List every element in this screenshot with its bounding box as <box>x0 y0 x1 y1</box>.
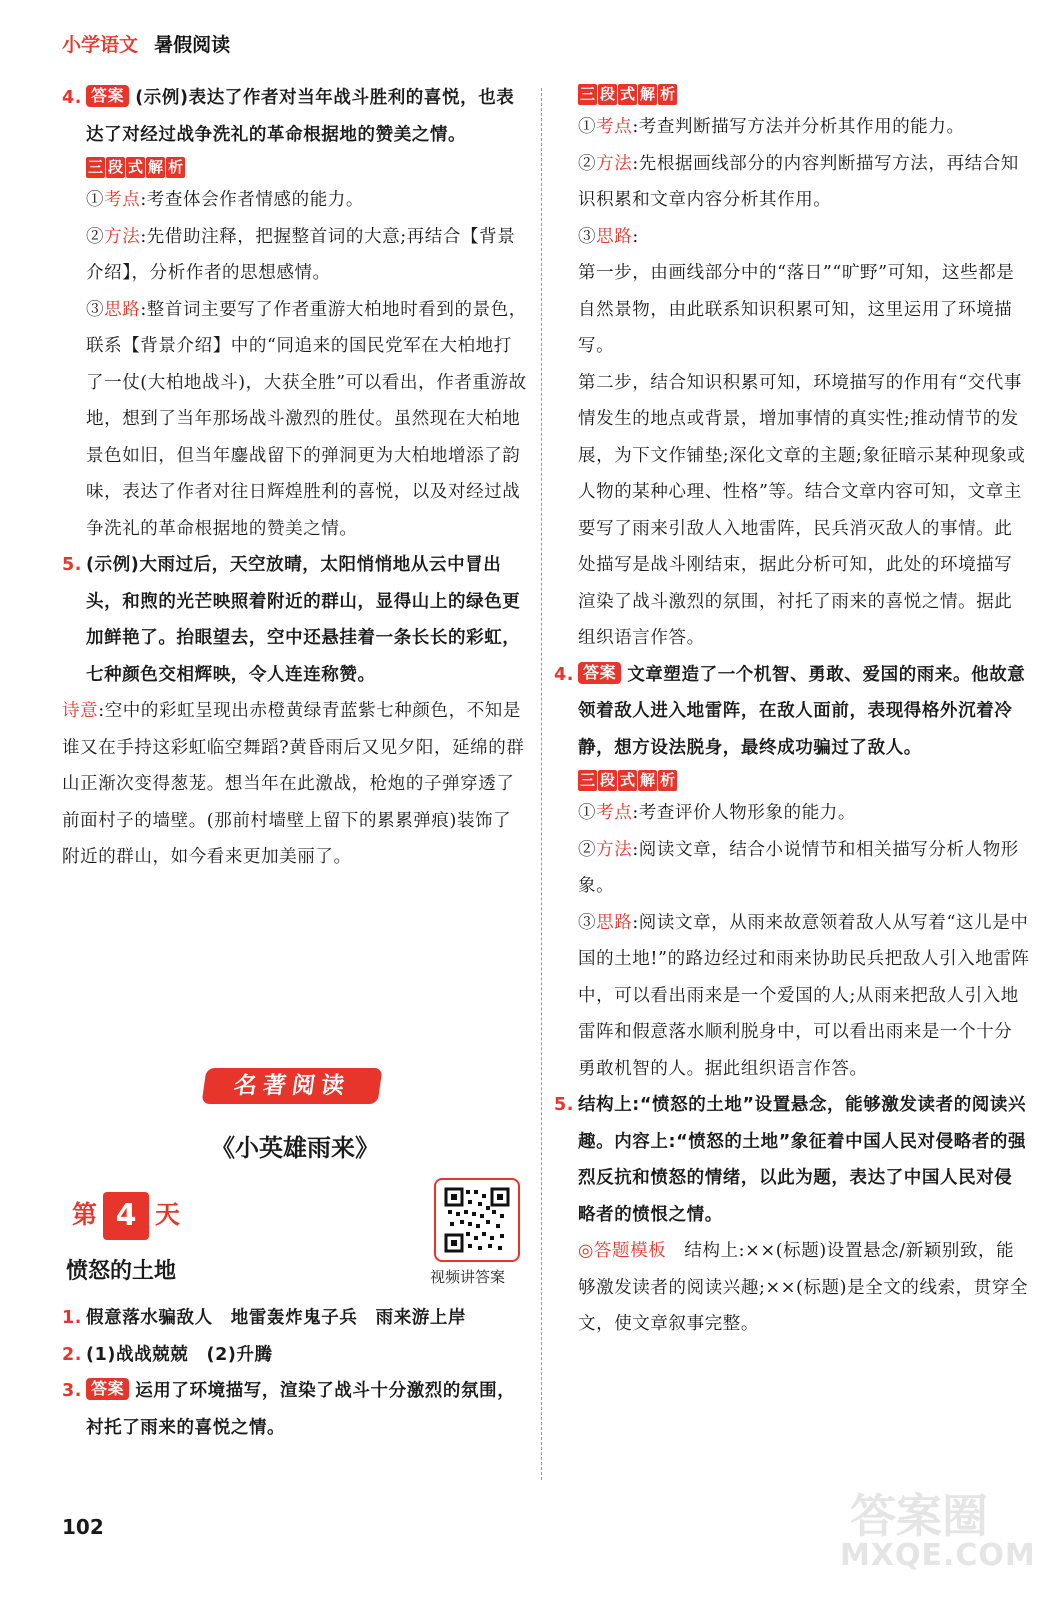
poem-meaning <box>62 693 528 876</box>
title-char: 式 <box>620 85 636 103</box>
analysis-method <box>578 146 1030 219</box>
method-text: :先借助注释，把握整首词的大意;再结合【背景介绍】，分析作者的思想感情。 <box>86 226 516 283</box>
watermark <box>840 1480 1036 1590</box>
watermark-line2: MXQE.COM <box>840 1538 1036 1573</box>
question-number: 4. <box>554 664 575 685</box>
question-number: 5. <box>554 1095 575 1115</box>
point-marker: ① <box>578 117 597 137</box>
idea-text: :整首词主要写了作者重游大柏地时看到的景色，联系【背景介绍】中的“同追来的国民党军在大柏地打了一仗(大柏地战斗)，大获全胜”可以看出，作者重游故地，想到了当年那场战斗激烈的胜仗。虽然现在大柏地景色如旧，但当年鏖战留下的弹洞更为大柏地增添了韵味，表达了作者对往日辉煌胜利的喜悦，以及对经过战争洗礼的革命根据地的赞美之情。 <box>86 299 527 539</box>
point-label: 考点 <box>104 190 141 210</box>
analysis-method <box>86 219 528 292</box>
title-char: 段 <box>600 85 616 103</box>
point-marker: ② <box>578 839 597 860</box>
point-marker: ① <box>86 190 105 210</box>
title-char: 解 <box>640 771 656 789</box>
point-marker: ③ <box>86 299 105 320</box>
page-number: 102 <box>62 1515 104 1539</box>
section-title: 愤怒的土地 <box>66 1258 177 1284</box>
analysis-title <box>578 84 678 105</box>
idea-label: 思路 <box>596 912 633 933</box>
day-number: 4 <box>103 1192 149 1240</box>
idea-text: : <box>632 226 639 247</box>
book-title: 《小英雄雨来》 <box>211 1134 379 1162</box>
point-label: 考点 <box>596 117 633 137</box>
template-text: 结构上:××(标题)设置悬念/新颖别致，能够激发读者的阅读兴趣;××(标题)是全文的线索，贯穿全文，使文章叙事完整。 <box>578 1241 1029 1334</box>
answer-text: 运用了环境描写，渲染了战斗十分激烈的氛围，衬托了雨来的喜悦之情。 <box>86 1381 516 1438</box>
point-marker: ③ <box>578 912 597 933</box>
point-text: :考查体会作者情感的能力。 <box>140 190 365 210</box>
question-number: 5. <box>62 555 83 575</box>
title-char: 解 <box>148 158 164 176</box>
analysis-method <box>578 832 1030 905</box>
title-char: 三 <box>88 158 104 176</box>
analysis-block <box>62 153 528 547</box>
analysis-title <box>578 770 678 791</box>
method-text: :阅读文章，结合小说情节和相关描写分析人物形象。 <box>578 839 1019 896</box>
method-label: 方法 <box>596 153 633 174</box>
method-label: 方法 <box>104 226 141 247</box>
title-char: 式 <box>620 771 636 789</box>
analysis-title <box>86 157 186 178</box>
point-marker: ② <box>578 153 597 174</box>
watermark-line1: 答案圈 <box>850 1489 988 1543</box>
right-column <box>554 80 1030 1343</box>
answer-text: 文章塑造了一个机智、勇敢、爱国的雨来。他故意领着敌人进入地雷阵，在敌人面前，表现得格外沉着冷静，想方设法脱身，最终成功骗过了敌人。 <box>578 664 1026 758</box>
question-number: 3. <box>62 1381 83 1401</box>
title-char: 三 <box>580 771 596 789</box>
analysis-point <box>86 182 528 219</box>
answer-5-right <box>554 1087 1030 1233</box>
answer-text: 假意落水骗敌人 地雷轰炸鬼子兵 雨来游上岸 <box>86 1308 467 1328</box>
title-char: 析 <box>660 771 676 789</box>
answer-5 <box>62 547 528 693</box>
point-marker: ② <box>86 226 105 247</box>
answer-tag: 答案 <box>86 85 129 107</box>
idea-step-1: 第一步，由画线部分中的“落日”“旷野”可知，这些都是自然景物，由此联系知识积累可知，这里运用了环境描写。 <box>578 263 1015 356</box>
analysis-idea <box>86 292 528 548</box>
idea-label: 思路 <box>104 299 141 320</box>
analysis-block <box>554 766 1030 1087</box>
analysis-idea <box>578 905 1030 1088</box>
method-text: :先根据画线部分的内容判断描写方法，再结合知识积累和文章内容分析其作用。 <box>578 153 1019 210</box>
page-header <box>62 30 230 57</box>
template-label: ◎答题模板 <box>578 1241 667 1261</box>
title-char: 析 <box>168 158 184 176</box>
idea-text: :阅读文章，从雨来故意领着敌人从写着“这儿是中国的土地!”的路边经过和雨来协助民兵把敌人引入地雷阵中，可以看出雨来是一个爱国的人;从雨来把敌人引入地雷阵和假意落水顺利脱身中，可以看出雨来是一个十分勇敢机智的人。据此组织语言作答。 <box>578 912 1030 1079</box>
analysis-block <box>554 80 1030 657</box>
title-char: 解 <box>640 85 656 103</box>
answer-text: (示例)大雨过后，天空放晴，太阳悄悄地从云中冒出头，和煦的光芒映照着附近的群山，显得山上的绿色更加鲜艳了。抬眼望去，空中还悬挂着一条长长的彩虹，七种颜色交相辉映，令人连连称赞。 <box>86 555 521 685</box>
day-prefix: 第 <box>72 1200 98 1229</box>
analysis-point <box>578 795 1030 832</box>
title-char: 段 <box>600 771 616 789</box>
title-char: 式 <box>128 158 144 176</box>
question-number: 1. <box>62 1308 83 1328</box>
point-marker: ① <box>578 803 597 823</box>
column-divider <box>541 88 542 1480</box>
answer-1 <box>62 1300 528 1337</box>
left-column-lower <box>62 1300 528 1446</box>
answer-text: (1)战战兢兢 (2)升腾 <box>86 1344 273 1365</box>
point-marker: ③ <box>578 226 597 247</box>
header-book: 暑假阅读 <box>154 34 231 56</box>
idea-label: 思路 <box>596 226 633 247</box>
answer-2 <box>62 1337 528 1374</box>
poem-text: :空中的彩虹呈现出赤橙黄绿青蓝紫七种颜色，不知是谁又在手持这彩虹临空舞蹈?黄昏雨后又见夕阳，延绵的群山正渐次变得葱茏。想当年在此激战，枪炮的子弹穿透了前面村子的墙壁。(那前村墙壁上留下的累累弹痕)装饰了附近的群山，如今看来更加美丽了。 <box>62 701 525 867</box>
title-char: 析 <box>660 85 676 103</box>
method-label: 方法 <box>596 839 633 860</box>
question-number: 4. <box>62 88 83 108</box>
analysis-idea <box>578 219 1030 256</box>
question-number: 2. <box>62 1344 83 1365</box>
answer-template <box>554 1233 1030 1343</box>
title-char: 段 <box>108 158 124 176</box>
qr-code-icon <box>436 1180 518 1260</box>
answer-4-right <box>554 657 1030 767</box>
point-text: :考查判断描写方法并分析其作用的能力。 <box>632 117 965 137</box>
answer-text: 结构上:“愤怒的土地”设置悬念，能够激发读者的阅读兴趣。内容上:“愤怒的土地”象征着中国人民对侵略者的强烈反抗和愤怒的情绪，以此为题，表达了中国人民对侵略者的愤恨之情。 <box>578 1095 1027 1225</box>
title-char: 三 <box>580 85 596 103</box>
point-text: :考查评价人物形象的能力。 <box>632 803 857 823</box>
answer-3 <box>62 1373 528 1446</box>
header-subject: 小学语文 <box>62 34 139 56</box>
analysis-point <box>578 109 1030 146</box>
poem-label: 诗意 <box>62 701 99 721</box>
point-label: 考点 <box>596 803 633 823</box>
left-column <box>62 80 528 876</box>
answer-tag: 答案 <box>578 662 621 684</box>
classics-reading-banner: 名著阅读 <box>201 1068 382 1104</box>
answer-4 <box>62 80 528 153</box>
answer-text: (示例)表达了作者对当年战斗胜利的喜悦，也表达了对经过战争洗礼的革命根据地的赞美之情。 <box>86 88 515 145</box>
day-label <box>72 1192 180 1240</box>
qr-code[interactable] <box>434 1178 520 1262</box>
answer-tag: 答案 <box>86 1378 129 1400</box>
qr-caption: 视频讲答案 <box>430 1268 506 1286</box>
idea-step-2: 第二步，结合知识积累可知，环境描写的作用有“交代事情发生的地点或背景，增加事情的真实性;推动情节的发展，为下文作铺垫;深化文章的主题;象征暗示某种现象或人物的某种心理、性格”等。结合文章内容可知，文章主要写了雨来引敌人入地雷阵，民兵消灭敌人的事情。此处描写是战斗刚结束，据此分析可知，此处的环境描写渲染了战斗激烈的氛围，衬托了雨来的喜悦之情。据此组织语言作答。 <box>578 372 1026 648</box>
day-suffix: 天 <box>155 1200 181 1229</box>
